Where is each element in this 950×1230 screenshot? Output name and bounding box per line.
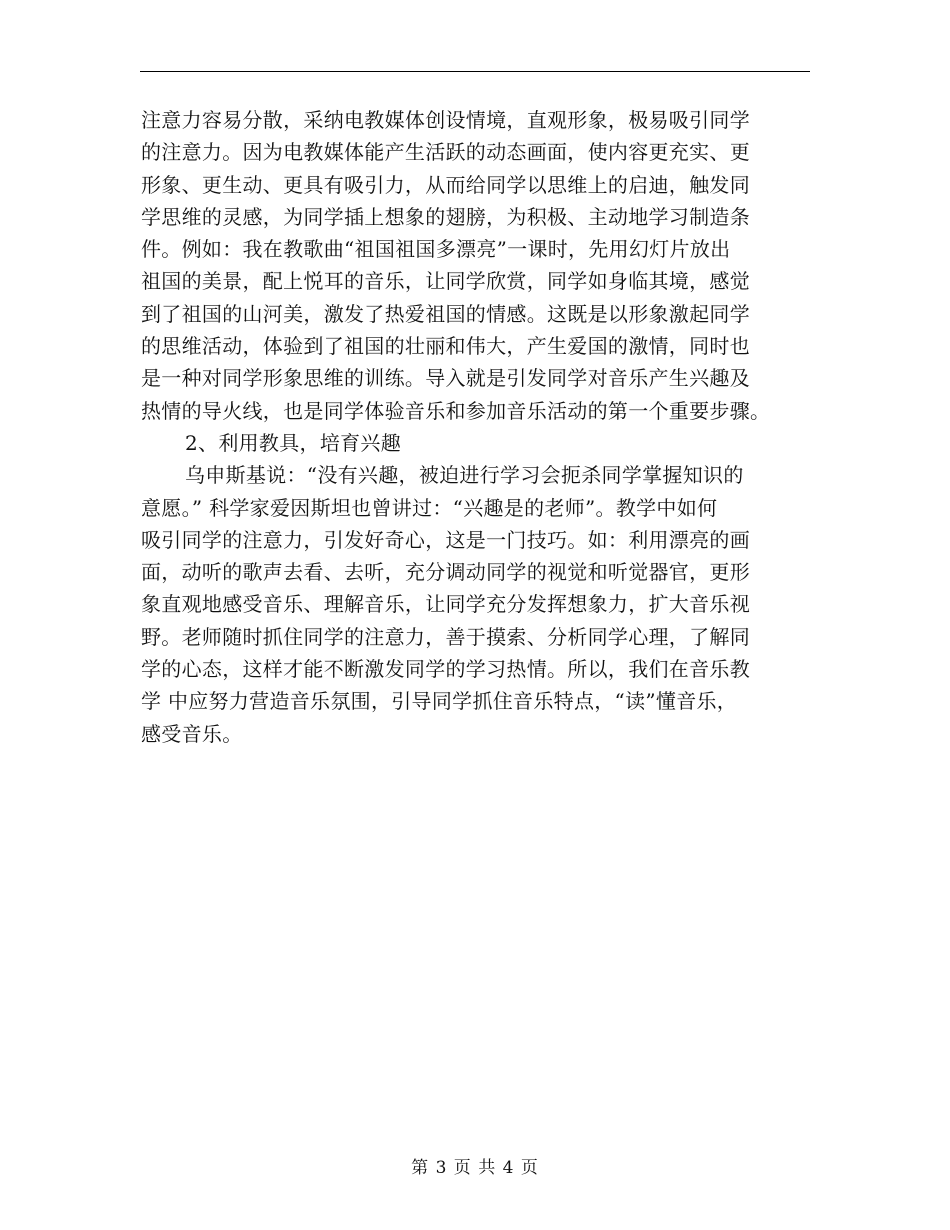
text-line: 形象、更生动、更具有吸引力，从而给同学以思维上的启迪，触发同 [141, 172, 750, 197]
text-line: 件。例如：我在教歌曲“祖国祖国多漂亮”一课时，先用幻灯片放出 [141, 237, 731, 262]
text-line: 祖国的美景，配上悦耳的音乐，让同学欣赏，同学如身临其境，感觉 [141, 269, 750, 294]
text-line: 注意力容易分散，采纳电教媒体创设情境，直观形象，极易吸引同学 [141, 108, 750, 132]
text-line: 是一种对同学形象思维的训练。导入就是引发同学对音乐产生兴趣及 [141, 366, 750, 391]
text-line: 象直观地感受音乐、理解音乐，让同学充分发挥想象力，扩大音乐视 [141, 592, 750, 617]
text-line: 到了祖国的山河美，激发了热爱祖国的情感。这既是以形象激起同学 [141, 301, 750, 326]
header-rule [140, 71, 810, 72]
text-line: 面，动听的歌声去看、去听，充分调动同学的视觉和听觉器官，更形 [141, 560, 750, 585]
text-line: 的注意力。因为电教媒体能产生活跃的动态画面，使内容更充实、更 [141, 140, 750, 165]
text-line: 感受音乐。 [141, 721, 243, 746]
text-line: 的思维活动，体验到了祖国的壮丽和伟大，产生爱国的激情，同时也 [141, 334, 750, 359]
text-line: 吸引同学的注意力，引发好奇心，这是一门技巧。如：利用漂亮的画 [141, 527, 750, 552]
text-line: 热情的导火线，也是同学体验音乐和参加音乐活动的第一个重要步骤。 [141, 398, 771, 423]
text-line: 学 中应努力营造音乐氛围，引导同学抓住音乐特点，“读”懂音乐， [141, 689, 738, 714]
section-heading: 2、利用教具，培育兴趣 [185, 430, 402, 455]
page-number-footer: 第 3 页 共 4 页 [411, 1158, 539, 1178]
text-line: 意愿。” 科学家爱因斯坦也曾讲过：“兴趣是的老师”。教学中如何 [141, 495, 718, 520]
text-line: 学的心态，这样才能不断激发同学的学习热情。所以，我们在音乐教 [141, 657, 750, 682]
text-line: 乌申斯基说：“没有兴趣，被迫进行学习会扼杀同学掌握知识的 [185, 463, 744, 488]
text-line: 学思维的灵感，为同学插上想象的翅膀，为积极、主动地学习制造条 [141, 204, 750, 229]
text-line: 野。老师随时抓住同学的注意力，善于摸索、分析同学心理，了解同 [141, 624, 750, 649]
document-body [141, 104, 813, 750]
